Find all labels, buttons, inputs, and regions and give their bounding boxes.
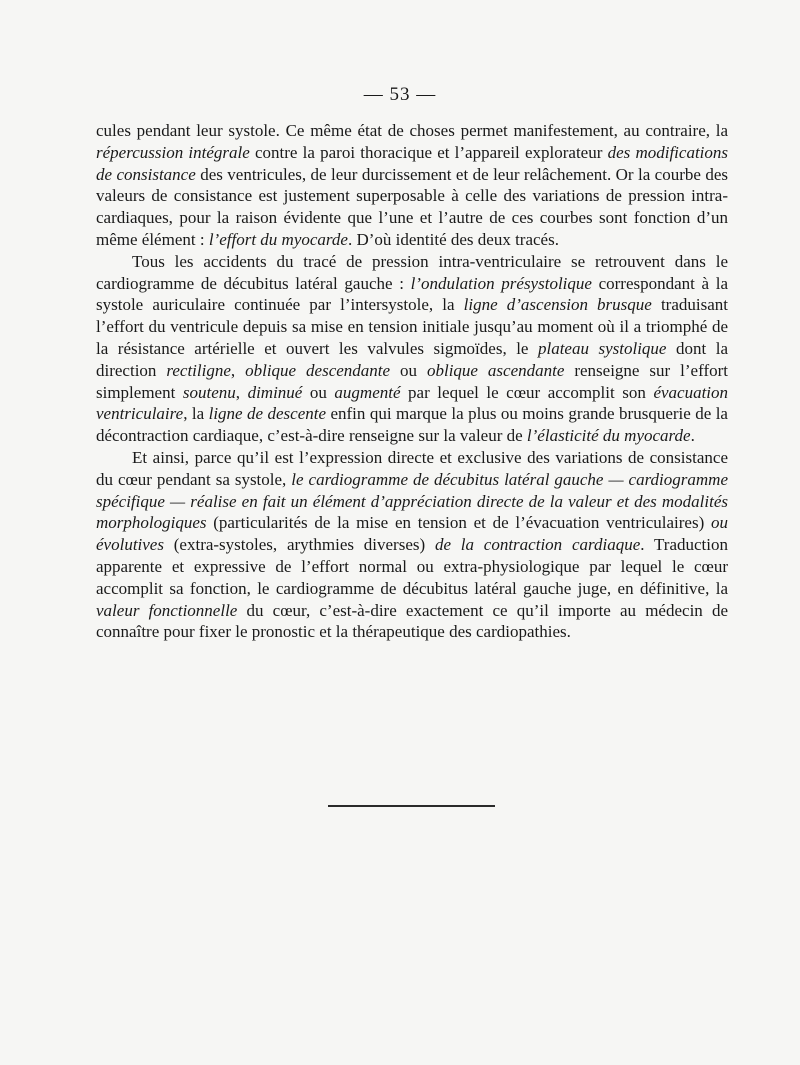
text-run: . <box>690 426 695 446</box>
italic-text: l’ondulation présystolique <box>410 273 592 293</box>
italic-text: oblique descendante <box>245 360 391 380</box>
text-run: , <box>230 360 246 380</box>
italic-text: augmenté <box>334 382 401 402</box>
text-run: Tous les accidents du tracé de pression intra-ventriculaire se retrouvent dans le cardiogramme de décubitus latéral gauche : <box>96 251 728 293</box>
body-text <box>96 120 728 643</box>
end-rule <box>328 805 495 807</box>
text-run: du cœur, c’est-à-dire exactement ce qu’il importe au médecin de connaître pour fixer le pronostic et la thérapeutique des cardiopathies. <box>96 600 728 642</box>
italic-text: diminué <box>247 382 303 402</box>
italic-text: ligne de descente <box>208 404 327 424</box>
italic-text: l’effort du myocarde <box>208 229 348 249</box>
text-run: correspondant à la systole auriculaire continuée par l’intersystole, la <box>96 273 728 315</box>
text-run: traduisant l’effort du ventricule depuis sa mise en tension initiale jusqu’au moment où il a triomphé de la résistance artérielle et ouvert les valvules sigmoïdes, le <box>96 295 728 358</box>
paragraph <box>96 251 728 447</box>
text-run: renseigne sur l’effort simplement <box>96 360 728 402</box>
text-run: enfin qui marque la plus ou moins grande brusquerie de la décontraction cardiaque, c’est-à-dire renseigne sur la valeur de <box>96 404 728 446</box>
italic-text: ligne d’ascension brusque <box>463 295 652 315</box>
text-run: , <box>235 382 248 402</box>
paragraph <box>96 120 728 251</box>
italic-text: l’élasticité du myocarde <box>526 426 691 446</box>
text-run: contre la paroi thoracique et l’appareil explorateur <box>249 142 608 162</box>
italic-text: évacuation ventriculaire <box>96 382 729 424</box>
italic-text: répercussion intégrale <box>96 142 250 162</box>
text-run: des ventricules, de leur durcissement et de leur relâchement. Or la courbe des valeurs de consistance est justement superposable à celle des variations de pression intra-cardiaques, pour la raison évidente que l’une et l’autre de ces courbes sont fonction d’un même élément : <box>96 164 729 249</box>
text-run: par lequel le cœur accomplit son <box>400 382 654 402</box>
paragraph <box>96 447 728 643</box>
text-run: , la <box>183 404 209 424</box>
italic-text: le cardiogramme de décubitus latéral gauche — cardiogramme spécifique — réalise en fait un élément d’appréciation directe de la valeur et des modalités morphologiques <box>96 469 728 533</box>
italic-text: ou évolutives <box>96 513 728 555</box>
text-run: ou <box>390 360 427 380</box>
italic-text: valeur fonctionnelle <box>96 600 238 620</box>
italic-text: oblique ascendante <box>426 360 565 380</box>
italic-text: des modifications de consistance <box>96 142 729 184</box>
italic-text: rectiligne <box>166 360 231 380</box>
italic-text: de la contraction cardiaque <box>434 535 641 555</box>
text-run: ou <box>302 382 335 402</box>
italic-text: plateau systolique <box>537 338 667 358</box>
text-run: (particularités de la mise en tension et de l’évacuation ventriculaires) <box>206 513 711 533</box>
text-run: cules pendant leur systole. Ce même état de choses permet manifestement, au contraire, la <box>96 121 728 140</box>
text-run: (extra-systoles, arythmies diverses) <box>163 535 435 555</box>
text-run: dont la direction <box>96 338 728 380</box>
text-run: . Traduction apparente et expressive de l’effort normal ou extra-physiologique par lequel le cœur accomplit sa fonction, le cardiogramme de décubitus latéral gauche juge, en définitive, la <box>96 535 728 598</box>
italic-text: soutenu <box>182 382 236 402</box>
text-run: Et ainsi, parce qu’il est l’expression directe et exclusive des variations de consistance du cœur pendant sa systole, <box>96 447 728 489</box>
page-number: — 53 — <box>363 84 437 105</box>
text-run: . D’où identité des deux tracés. <box>347 229 559 249</box>
